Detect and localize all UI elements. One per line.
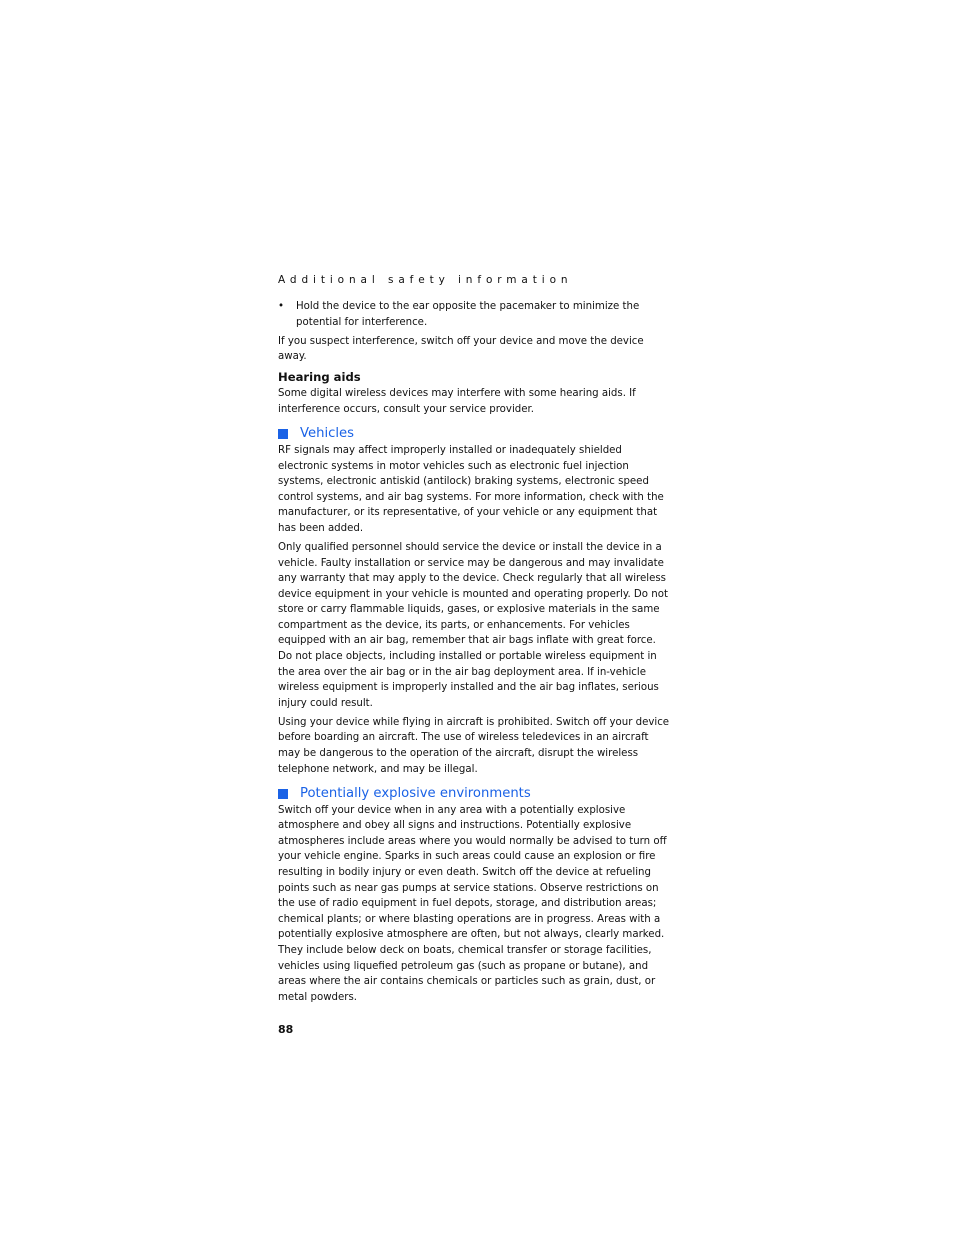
running-head: Additional safety information (278, 274, 573, 286)
vehicles-paragraph-3: Using your device while flying in aircraft is prohibited. Switch off your device before boarding an aircraft. The use of wireless teledevices in an aircraft may be dangerous to the operation of the aircraft, disrupt the wireless telephone network, and may be illegal. (278, 716, 670, 775)
vehicles-paragraph-2: Only qualified personnel should service the device or install the device in a vehicle. Faulty installation or service may be dangerous and may invalidate any warranty that may apply to the device. Check regularly that all wireless device equipment in your vehicle is mounted and operating properly. Do not store or carry flammable liquids, gases, or explosive materials in the same compartment as the device, its parts, or enhancements. For vehicles equipped with an air bag, remember that air bags inflate with great force. Do not place objects, including installed or portable wireless equipment in the area over the air bag or in the air bag deployment area. If in-vehicle wireless equipment is improperly installed and the air bag inflates, serious injury could result. (278, 541, 668, 709)
page-number: 88 (278, 1023, 294, 1037)
explosive-paragraph: Switch off your device when in any area with a potentially explosive atmosphere and obey all signs and instructions. Potentially explosive atmospheres include areas where you would normally be advised to turn off your vehicle engine. Sparks in such areas could cause an explosion or fire resulting in bodily injury or even death. Switch off the device at refueling points such as near gas pumps at service stations. Observe restrictions on the use of radio equipment in fuel depots, storage, and distribution areas; chemical plants; or where blasting operations are in progress. Areas with a potentially explosive atmosphere are often, but not always, clearly marked. They include below deck on boats, chemical transfer or storage facilities, vehicles using liquefied petroleum gas (such as propane or butane), and areas where the air contains chemicals or particles such as grain, dust, or metal powders. (278, 804, 667, 1003)
explosive-section-heading (278, 786, 670, 802)
vehicles-paragraph-1: RF signals may affect improperly installed or inadequately shielded electronic systems in motor vehicles such as electronic fuel injection systems, electronic antiskid (antilock) braking systems, electronic speed control systems, and air bag systems. For more information, check with the manufacturer, or its representative, of your vehicle or any equipment that has been added. (278, 444, 664, 534)
explosive-heading-label: Potentially explosive environments (300, 786, 531, 802)
section-square-icon (278, 429, 288, 439)
vehicles-section-heading (278, 426, 670, 442)
vehicles-heading-label: Vehicles (300, 426, 355, 442)
page-content (278, 272, 670, 1037)
hearing-aids-text: Some digital wireless devices may interfere with some hearing aids. If interference occurs, consult your service provider. (278, 388, 636, 415)
bullet-icon: • (278, 301, 285, 312)
bullet-text: Hold the device to the ear opposite the pacemaker to minimize the potential for interference. (296, 301, 640, 328)
hearing-aids-heading: Hearing aids (278, 369, 361, 384)
list-item (278, 299, 670, 330)
section-square-icon (278, 789, 288, 799)
bullet-list (278, 299, 670, 330)
pacemaker-note: If you suspect interference, switch off your device and move the device away. (278, 335, 644, 363)
